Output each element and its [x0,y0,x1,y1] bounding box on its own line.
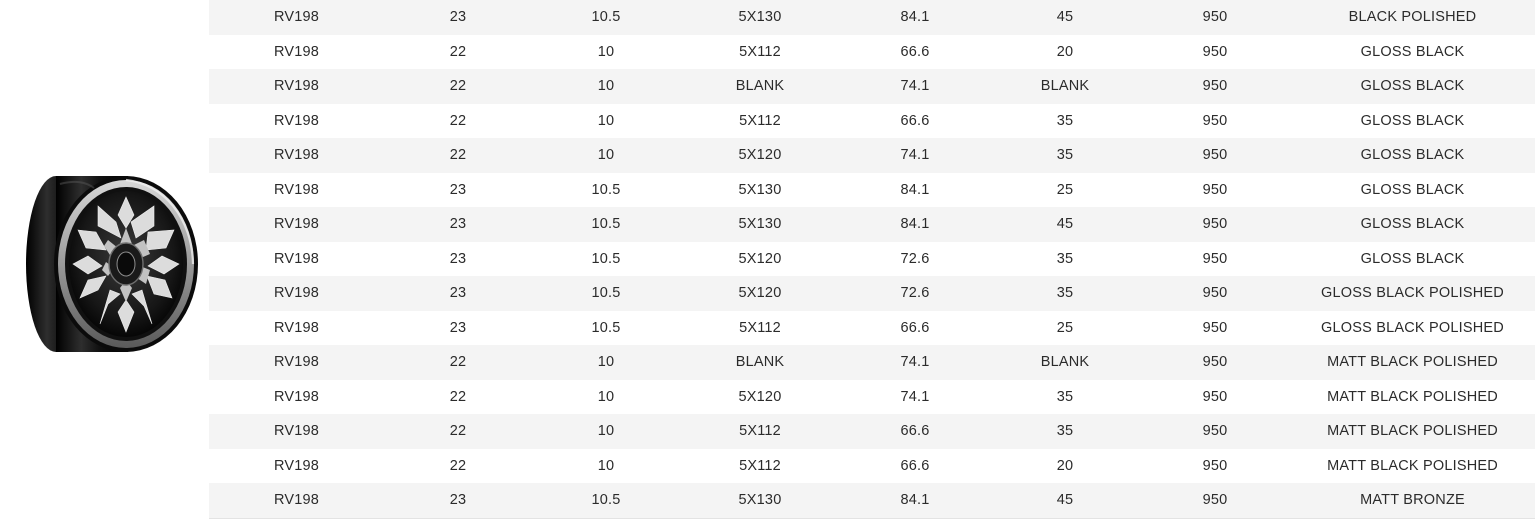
cell-width: 10 [532,345,680,380]
cell-width: 10 [532,380,680,415]
cell-bolt-pattern: 5X112 [680,414,840,449]
cell-model: RV198 [209,449,384,484]
cell-model: RV198 [209,242,384,277]
cell-finish: MATT BRONZE [1290,483,1535,518]
cell-model: RV198 [209,345,384,380]
cell-load-rating: 950 [1140,242,1290,277]
cell-finish: MATT BLACK POLISHED [1290,414,1535,449]
cell-offset: 45 [990,0,1140,35]
cell-finish: MATT BLACK POLISHED [1290,345,1535,380]
table-body [209,0,1535,518]
cell-width: 10 [532,414,680,449]
cell-load-rating: 950 [1140,345,1290,380]
table-row[interactable] [209,242,1535,277]
cell-model: RV198 [209,207,384,242]
cell-finish: GLOSS BLACK [1290,207,1535,242]
table-row[interactable] [209,69,1535,104]
cell-offset: 35 [990,380,1140,415]
cell-load-rating: 950 [1140,69,1290,104]
cell-bolt-pattern: 5X120 [680,276,840,311]
cell-finish: GLOSS BLACK [1290,104,1535,139]
cell-model: RV198 [209,69,384,104]
cell-load-rating: 950 [1140,276,1290,311]
table-row[interactable] [209,35,1535,70]
cell-offset: BLANK [990,345,1140,380]
cell-finish: GLOSS BLACK POLISHED [1290,311,1535,346]
cell-diameter: 22 [384,380,532,415]
cell-offset: 35 [990,104,1140,139]
cell-center-bore: 84.1 [840,0,990,35]
cell-finish: GLOSS BLACK [1290,242,1535,277]
table-row[interactable] [209,207,1535,242]
cell-offset: 35 [990,414,1140,449]
wheel-illustration [14,170,199,358]
cell-width: 10.5 [532,483,680,518]
cell-bolt-pattern: 5X130 [680,173,840,208]
cell-bolt-pattern: 5X130 [680,0,840,35]
cell-width: 10.5 [532,0,680,35]
cell-offset: 20 [990,449,1140,484]
cell-center-bore: 66.6 [840,311,990,346]
cell-width: 10.5 [532,276,680,311]
cell-center-bore: 66.6 [840,414,990,449]
cell-load-rating: 950 [1140,173,1290,208]
cell-diameter: 22 [384,345,532,380]
table-row[interactable] [209,311,1535,346]
cell-bolt-pattern: 5X120 [680,380,840,415]
cell-offset: 35 [990,276,1140,311]
cell-bolt-pattern: 5X130 [680,483,840,518]
cell-diameter: 22 [384,104,532,139]
cell-load-rating: 950 [1140,311,1290,346]
cell-bolt-pattern: BLANK [680,69,840,104]
cell-center-bore: 74.1 [840,380,990,415]
table-row[interactable] [209,104,1535,139]
cell-load-rating: 950 [1140,138,1290,173]
cell-diameter: 23 [384,242,532,277]
cell-diameter: 23 [384,173,532,208]
cell-bolt-pattern: 5X112 [680,311,840,346]
cell-bolt-pattern: BLANK [680,345,840,380]
cell-model: RV198 [209,35,384,70]
product-image-panel [0,0,209,528]
table-bottom-divider [209,518,1535,519]
table-row[interactable] [209,414,1535,449]
cell-diameter: 23 [384,311,532,346]
cell-load-rating: 950 [1140,414,1290,449]
cell-model: RV198 [209,0,384,35]
cell-width: 10.5 [532,242,680,277]
cell-width: 10 [532,449,680,484]
cell-center-bore: 66.6 [840,104,990,139]
table-row[interactable] [209,0,1535,35]
cell-model: RV198 [209,138,384,173]
cell-diameter: 22 [384,138,532,173]
wheel-spec-table [209,0,1535,518]
cell-center-bore: 84.1 [840,173,990,208]
cell-width: 10.5 [532,311,680,346]
cell-center-bore: 74.1 [840,69,990,104]
cell-diameter: 23 [384,483,532,518]
cell-width: 10.5 [532,173,680,208]
cell-width: 10.5 [532,207,680,242]
cell-finish: GLOSS BLACK POLISHED [1290,276,1535,311]
wheel-icon [14,170,199,358]
cell-bolt-pattern: 5X120 [680,242,840,277]
cell-finish: MATT BLACK POLISHED [1290,449,1535,484]
cell-diameter: 22 [384,414,532,449]
table-row[interactable] [209,380,1535,415]
cell-offset: 35 [990,242,1140,277]
cell-load-rating: 950 [1140,0,1290,35]
cell-bolt-pattern: 5X112 [680,104,840,139]
cell-center-bore: 74.1 [840,138,990,173]
cell-offset: 25 [990,311,1140,346]
cell-bolt-pattern: 5X112 [680,35,840,70]
cell-center-bore: 72.6 [840,276,990,311]
cell-load-rating: 950 [1140,449,1290,484]
cell-width: 10 [532,35,680,70]
cell-width: 10 [532,104,680,139]
cell-center-bore: 84.1 [840,207,990,242]
cell-offset: 20 [990,35,1140,70]
cell-offset: BLANK [990,69,1140,104]
cell-offset: 45 [990,207,1140,242]
cell-width: 10 [532,138,680,173]
table-row[interactable] [209,345,1535,380]
cell-model: RV198 [209,380,384,415]
cell-model: RV198 [209,483,384,518]
table-row[interactable] [209,483,1535,518]
cell-model: RV198 [209,414,384,449]
cell-load-rating: 950 [1140,207,1290,242]
cell-diameter: 22 [384,35,532,70]
cell-diameter: 22 [384,449,532,484]
cell-center-bore: 66.6 [840,449,990,484]
cell-finish: GLOSS BLACK [1290,173,1535,208]
cell-finish: GLOSS BLACK [1290,35,1535,70]
table-row[interactable] [209,173,1535,208]
cell-diameter: 22 [384,69,532,104]
cell-finish: GLOSS BLACK [1290,69,1535,104]
spec-table-panel [209,0,1535,528]
cell-load-rating: 950 [1140,35,1290,70]
cell-bolt-pattern: 5X130 [680,207,840,242]
cell-center-bore: 72.6 [840,242,990,277]
cell-diameter: 23 [384,207,532,242]
cell-offset: 45 [990,483,1140,518]
cell-center-bore: 84.1 [840,483,990,518]
cell-offset: 35 [990,138,1140,173]
cell-model: RV198 [209,173,384,208]
cell-width: 10 [532,69,680,104]
cell-bolt-pattern: 5X120 [680,138,840,173]
cell-load-rating: 950 [1140,380,1290,415]
cell-diameter: 23 [384,276,532,311]
cell-finish: MATT BLACK POLISHED [1290,380,1535,415]
cell-load-rating: 950 [1140,483,1290,518]
cell-center-bore: 74.1 [840,345,990,380]
cell-finish: GLOSS BLACK [1290,138,1535,173]
cell-offset: 25 [990,173,1140,208]
table-row[interactable] [209,138,1535,173]
table-row[interactable] [209,449,1535,484]
cell-load-rating: 950 [1140,104,1290,139]
cell-bolt-pattern: 5X112 [680,449,840,484]
cell-diameter: 23 [384,0,532,35]
cell-model: RV198 [209,311,384,346]
cell-finish: BLACK POLISHED [1290,0,1535,35]
cell-model: RV198 [209,276,384,311]
table-row[interactable] [209,276,1535,311]
cell-model: RV198 [209,104,384,139]
cell-center-bore: 66.6 [840,35,990,70]
